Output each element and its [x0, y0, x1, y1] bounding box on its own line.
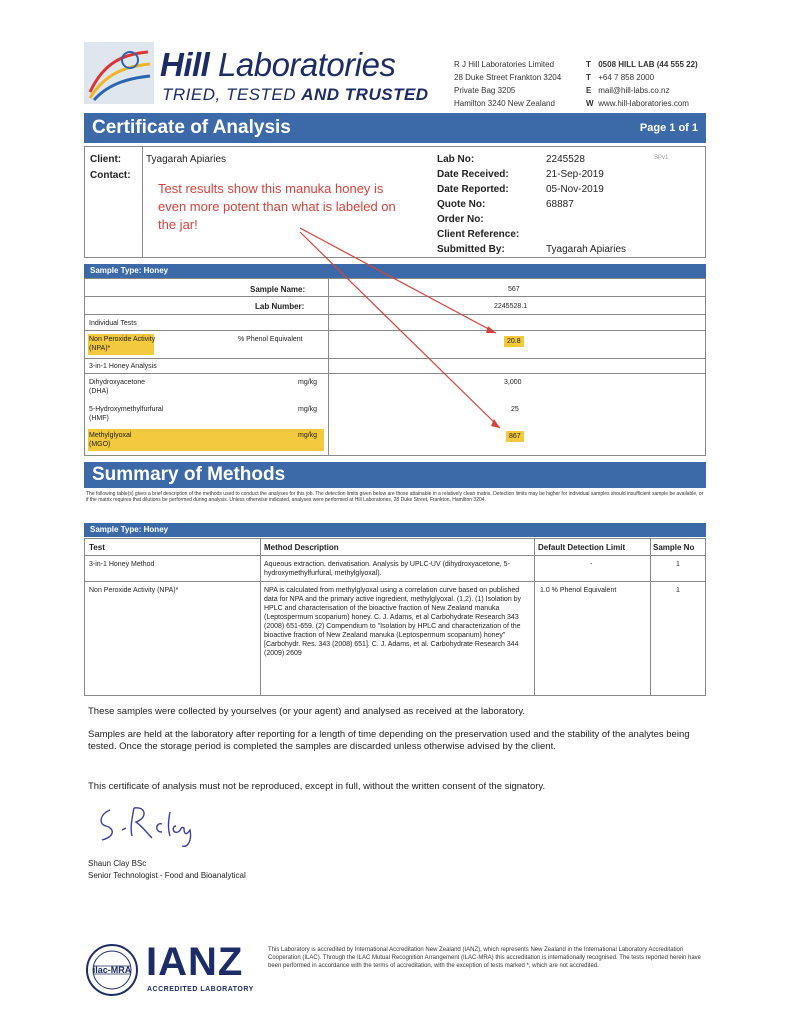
contact-label: Contact: [90, 170, 131, 181]
summary-title-bar [84, 462, 706, 488]
col-sample-no: Sample No [653, 543, 695, 552]
three-in-one-heading: 3-in-1 Honey Analysis [89, 363, 157, 370]
hmf-unit: mg/kg [298, 406, 318, 413]
client-label: Client: [90, 154, 122, 165]
certificate-title: Certificate of Analysis [92, 117, 291, 138]
sample-name-value: 567 [508, 286, 520, 293]
accreditation-statement: This Laboratory is accredited by International Accreditation New Zealand (IANZ), which represents New Zealand in the International Laboratory Accreditation Cooperation (ILAC). Through the ILAC Mutual Recognition Arrangement (ILAC-MRA) this accreditation is internationally recognised. The tests reported herein have been performed in accordance with the terms of accreditation, with the exception of tests marked *, which are not accredited. [268, 947, 702, 969]
lab-contact: T 0508 HILL LAB (44 555 22) T +64 7 858 2000 E mail@hill-labs.co.nz W www.hill-laboratories.com [586, 60, 698, 108]
date-reported-value: 05-Nov-2019 [546, 184, 604, 195]
mgo-value: 867 [506, 431, 524, 442]
sample-name-label: Sample Name: [250, 285, 306, 294]
method-row2-desc: NPA is calculated from methylglyoxal using a correlation curve based on published data for NPA and the primary active ingredient, methylglyoxal. (1,2). (1) Isolation by HPLC and characterisation of the bioactive fraction of New Zealand manuka (Leptospermum scoparium) honey. C. J. Adams, et al Carbohydrate Research 343 (2008) 651-659. (2) Compendium to "Isolation by HPLC and characterization of the bioactive fraction of New Zealand manuka (Leptospermum scoparium) honey" [Carbohydr. Res. 343 (2008) 651]. C. J. Adams, et al. Carbohydrate Research 344 (2009) 2609 [264, 587, 522, 657]
brand-tagline: TRIED, TESTED AND TRUSTED [162, 85, 429, 104]
date-reported-label: Date Reported: [437, 184, 509, 195]
submitted-by-label: Submitted By: [437, 244, 505, 255]
col-default-detection-limit: Default Detection Limit [538, 543, 626, 552]
submitted-by-value: Tyagarah Apiaries [546, 244, 627, 255]
col-test: Test [89, 543, 105, 552]
method-row1-sample: 1 [676, 561, 680, 568]
note-storage: Samples are held at the laboratory after reporting for a length of time depending on the preservation used and the stability of the analytes being tested. Once the storage period is completed the samples are discarded unless otherwise advised by the client. [88, 729, 690, 752]
lab-no-label: Lab No: [437, 154, 475, 165]
summary-title: Summary of Methods [92, 464, 286, 485]
method-row2-limit: 1.0 % Phenol Equivalent [540, 587, 617, 594]
client-value: Tyagarah Apiaries [146, 154, 227, 165]
note-reproduction: This certificate of analysis must not be reproduced, except in full, without the written consent of the signatory. [88, 781, 546, 792]
reference-code: SPv1 [654, 155, 669, 161]
lab-number-value: 2245528.1 [494, 303, 528, 310]
brand-name: Hill Laboratories [160, 46, 396, 83]
order-no-label: Order No: [437, 214, 484, 225]
dha-value: 3,000 [504, 379, 522, 386]
npa-unit: % Phenol Equivalent [238, 336, 303, 343]
method-row1-limit: - [590, 561, 593, 568]
mgo-unit: mg/kg [298, 432, 318, 439]
date-received-value: 21-Sep-2019 [546, 169, 604, 180]
npa-name: Non Peroxide Activity (NPA)* [89, 336, 156, 352]
svg-text:ilac-MRA: ilac-MRA [92, 965, 132, 975]
ianz-subtitle: ACCREDITED LABORATORY [147, 986, 254, 993]
signatory-name: Shaun Clay BSc [88, 859, 147, 868]
ianz-wordmark: IANZ [146, 940, 244, 984]
quote-no-value: 68887 [546, 199, 574, 210]
method-row2-test: Non Peroxide Activity (NPA)* [89, 587, 179, 594]
sample-type-bar: Sample Type: Honey [84, 264, 706, 278]
npa-value: 20.8 [504, 336, 524, 347]
note-collection: These samples were collected by yourselves (or your agent) and analysed as received at the laboratory. [88, 706, 526, 717]
hmf-name: 5-Hydroxymethylfurfural (HMF) [89, 406, 164, 422]
lab-number-label: Lab Number: [255, 302, 305, 311]
signatory-title: Senior Technologist - Food and Bioanalytical [88, 871, 246, 880]
dha-name: Dihydroxyacetone (DHA) [89, 379, 146, 395]
signatory [88, 858, 246, 882]
quote-no-label: Quote No: [437, 199, 486, 210]
method-row1-desc: Aqueous extraction, derivatisation. Analysis by UPLC-UV (dihydroxyacetone, 5-hydroxymethylfurfural, methylglyoxal). [264, 561, 510, 577]
method-row2-sample: 1 [676, 587, 680, 594]
individual-tests-heading: Individual Tests [89, 320, 137, 327]
signature [92, 800, 222, 850]
hmf-value: 25 [511, 406, 519, 413]
dha-unit: mg/kg [298, 379, 318, 386]
annotation-note: Test results show this manuka honey is even more potent than what is labeled on the jar! [158, 181, 396, 232]
methods-sample-type-bar: Sample Type: Honey [84, 523, 706, 537]
summary-intro: The following table(s) gives a brief description of the methods used to conduct the analyses for this job. The detection limits given below are those attainable in a relatively clean matrix. Detection limits may be higher for individual samples should insufficient sample be available, or if the matrix requires that dilutions be performed during analysis. Unless otherwise indicated, analyses were performed at Hill Laboratories, 28 Duke Street, Frankton, Hamilton 3204. [86, 491, 704, 503]
col-method-description: Method Description [264, 543, 339, 552]
method-row1-test: 3-in-1 Honey Method [89, 561, 155, 568]
date-received-label: Date Received: [437, 169, 509, 180]
mgo-name: Methylglyoxal (MGO) [89, 432, 132, 448]
lab-no-value: 2245528 [546, 154, 585, 165]
lab-address: R J Hill Laboratories Limited 28 Duke Street Frankton 3204 Private Bag 3205 Hamilton 3240 New Zealand [454, 60, 562, 108]
client-reference-label: Client Reference: [437, 229, 520, 240]
page-number: Page 1 of 1 [639, 122, 698, 134]
ilac-mra-logo [86, 944, 138, 996]
